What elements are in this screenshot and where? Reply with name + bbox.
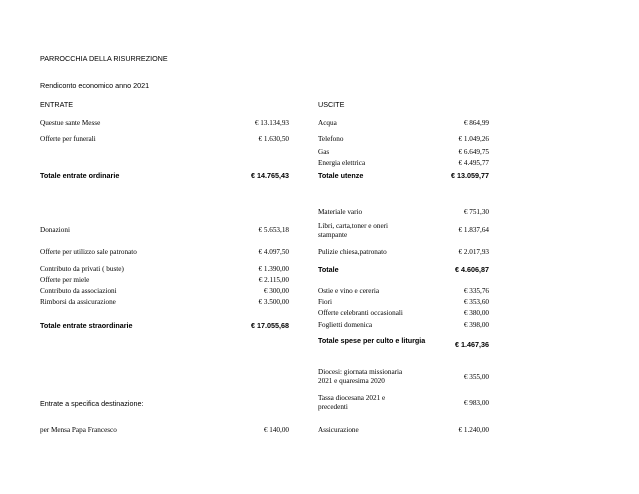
entrata-label: Offerte per miele [40, 276, 90, 284]
totale-materiale-label: Totale [318, 265, 339, 274]
org-title: PARROCCHIA DELLA RISURREZIONE [40, 54, 168, 63]
totale-entrate-straordinarie-label: Totale entrate straordinarie [40, 321, 133, 330]
uscita-amount: € 398,00 [463, 321, 489, 329]
uscita-label: Gas [318, 148, 330, 156]
uscita-label: Libri, carta,toner e oneri stampante [318, 222, 389, 240]
uscita-amount: € 4.495,77 [458, 159, 489, 167]
entrata-label: Contributo da associazioni [40, 287, 117, 295]
uscita-label: Energia elettrica [318, 159, 366, 167]
totale-materiale-amount: € 4.606,87 [455, 265, 489, 274]
entrata-amount: € 13.134,93 [254, 119, 289, 127]
uscita-amount: € 2.017,93 [458, 248, 489, 256]
uscita-amount: € 335,76 [463, 287, 489, 295]
totale-culto-label: Totale spese per culto e liturgia [318, 336, 426, 345]
totale-culto-amount: € 1.467,36 [455, 340, 489, 349]
totale-entrate-ordinarie-amount: € 14.765,43 [251, 171, 289, 180]
uscita-label: Acqua [318, 119, 337, 127]
uscita-amount: € 864,99 [463, 119, 489, 127]
totale-entrate-ordinarie-label: Totale entrate ordinarie [40, 171, 120, 180]
uscita-label: Telefono [318, 135, 344, 143]
report-subtitle: Rendiconto economico anno 2021 [40, 81, 150, 90]
uscita-amount: € 983,00 [463, 399, 489, 407]
entrata-amount: € 1.630,50 [258, 135, 289, 143]
entrata-label: Contributo da privati ( buste) [40, 265, 124, 273]
entrata-label: Rimborsi da assicurazione [40, 298, 116, 306]
entrata-amount: € 2.115,00 [258, 276, 289, 284]
entrata-amount: € 3.500,00 [258, 298, 289, 306]
entrata-amount: € 300,00 [263, 287, 289, 295]
entrata-label: Questue sante Messe [40, 119, 101, 127]
uscite-header: USCITE [318, 100, 345, 109]
uscita-label: Fiori [318, 298, 332, 306]
entrata-label: Offerte per utilizzo sale patronato [40, 248, 137, 256]
entrate-specifica-header: Entrate a specifica destinazione: [40, 399, 144, 408]
entrata-amount: € 1.390,00 [258, 265, 289, 273]
uscita-amount: € 1.837,64 [458, 226, 489, 234]
uscita-label: Ostie e vino e cereria [318, 287, 380, 295]
totale-utenze-amount: € 13.059,77 [451, 171, 489, 180]
uscita-amount: € 355,00 [463, 373, 489, 381]
entrata-label: Donazioni [40, 226, 70, 234]
entrata-amount: € 140,00 [263, 426, 289, 434]
entrata-label: per Mensa Papa Francesco [40, 426, 117, 434]
uscita-label: Offerte celebranti occasionali [318, 309, 403, 317]
uscita-label: Diocesi: giornata missionaria 2021 e quaresima 2020 [318, 368, 403, 386]
totale-entrate-straordinarie-amount: € 17.055,68 [251, 321, 289, 330]
uscita-label: Assicurazione [318, 426, 359, 434]
uscita-amount: € 1.240,00 [458, 426, 489, 434]
uscita-amount: € 1.049,26 [458, 135, 489, 143]
uscita-label: Materiale vario [318, 208, 363, 216]
entrata-label: Offerte per funerali [40, 135, 96, 143]
uscita-label: Foglietti domenica [318, 321, 373, 329]
uscita-amount: € 380,00 [463, 309, 489, 317]
uscita-label: Tassa diocesana 2021 e precedenti [318, 394, 386, 412]
uscita-amount: € 353,60 [463, 298, 489, 306]
uscita-amount: € 6.649,75 [458, 148, 489, 156]
entrate-header: ENTRATE [40, 100, 74, 109]
entrata-amount: € 4.097,50 [258, 248, 289, 256]
uscita-label: Pulizie chiesa,patronato [318, 248, 387, 256]
uscita-amount: € 751,30 [463, 208, 489, 216]
totale-utenze-label: Totale utenze [318, 171, 364, 180]
entrata-amount: € 5.653,18 [258, 226, 289, 234]
